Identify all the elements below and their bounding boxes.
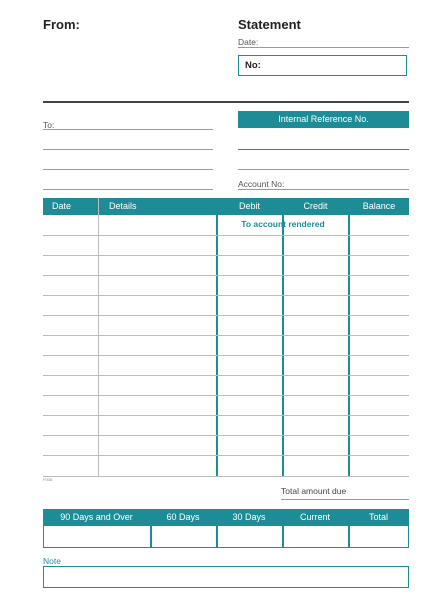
table-row[interactable]	[43, 335, 409, 336]
aging-header-60-days: 60 Days	[166, 512, 200, 522]
aging-cell-60-days[interactable]	[152, 526, 216, 547]
column-header-credit: Credit	[303, 201, 328, 211]
aging-cell-current[interactable]	[284, 526, 348, 547]
to-account-rendered: To account rendered	[241, 219, 325, 229]
note-field[interactable]	[43, 566, 409, 588]
aging-values-row	[43, 526, 409, 548]
account-no-label: Account No:	[238, 179, 285, 189]
aging-cell-total[interactable]	[350, 526, 407, 547]
to-line-4[interactable]	[43, 189, 213, 190]
table-row[interactable]	[43, 235, 409, 236]
aging-header-90-days: 90 Days and Over	[60, 512, 133, 522]
to-label: To:	[43, 120, 55, 130]
statement-title: Statement	[238, 17, 301, 32]
statement-number-label: No:	[245, 60, 261, 71]
table-row[interactable]	[43, 476, 409, 477]
total-amount-due-field[interactable]	[281, 499, 409, 500]
header-divider	[43, 101, 409, 103]
account-no-field[interactable]	[238, 189, 409, 190]
table-row[interactable]	[43, 415, 409, 416]
table-row[interactable]	[43, 275, 409, 276]
aging-header-total: Total	[368, 512, 388, 522]
aging-header-30-days: 30 Days	[232, 512, 266, 522]
column-header-details: Details	[109, 201, 137, 211]
date-label: Date:	[238, 37, 259, 47]
aging-cell-30-days[interactable]	[218, 526, 282, 547]
form-code: F008	[43, 477, 53, 482]
total-amount-due-label: Total amount due	[281, 486, 347, 496]
table-row[interactable]	[43, 355, 409, 356]
table-row[interactable]	[43, 255, 409, 256]
date-field-line[interactable]	[238, 47, 409, 48]
internal-reference-field[interactable]	[238, 149, 409, 150]
column-header-balance: Balance	[362, 201, 396, 211]
aging-cell-90-days[interactable]	[44, 526, 150, 547]
column-header-debit: Debit	[238, 201, 260, 211]
aging-table-header	[43, 509, 409, 526]
table-row[interactable]	[43, 375, 409, 376]
table-row[interactable]	[43, 435, 409, 436]
aging-header-current: Current	[299, 512, 330, 522]
statement-number-field[interactable]	[238, 55, 407, 76]
reference-line-2[interactable]	[238, 169, 409, 170]
to-line-1[interactable]	[43, 129, 213, 130]
to-line-2[interactable]	[43, 149, 213, 150]
internal-reference-header: Internal Reference No.	[238, 111, 409, 128]
note-label: Note	[43, 556, 61, 566]
table-row[interactable]	[43, 295, 409, 296]
table-row[interactable]	[43, 395, 409, 396]
table-row[interactable]	[43, 315, 409, 316]
from-heading: From:	[43, 17, 80, 32]
to-line-3[interactable]	[43, 169, 213, 170]
column-header-date: Date	[52, 201, 72, 211]
table-row[interactable]	[43, 455, 409, 456]
